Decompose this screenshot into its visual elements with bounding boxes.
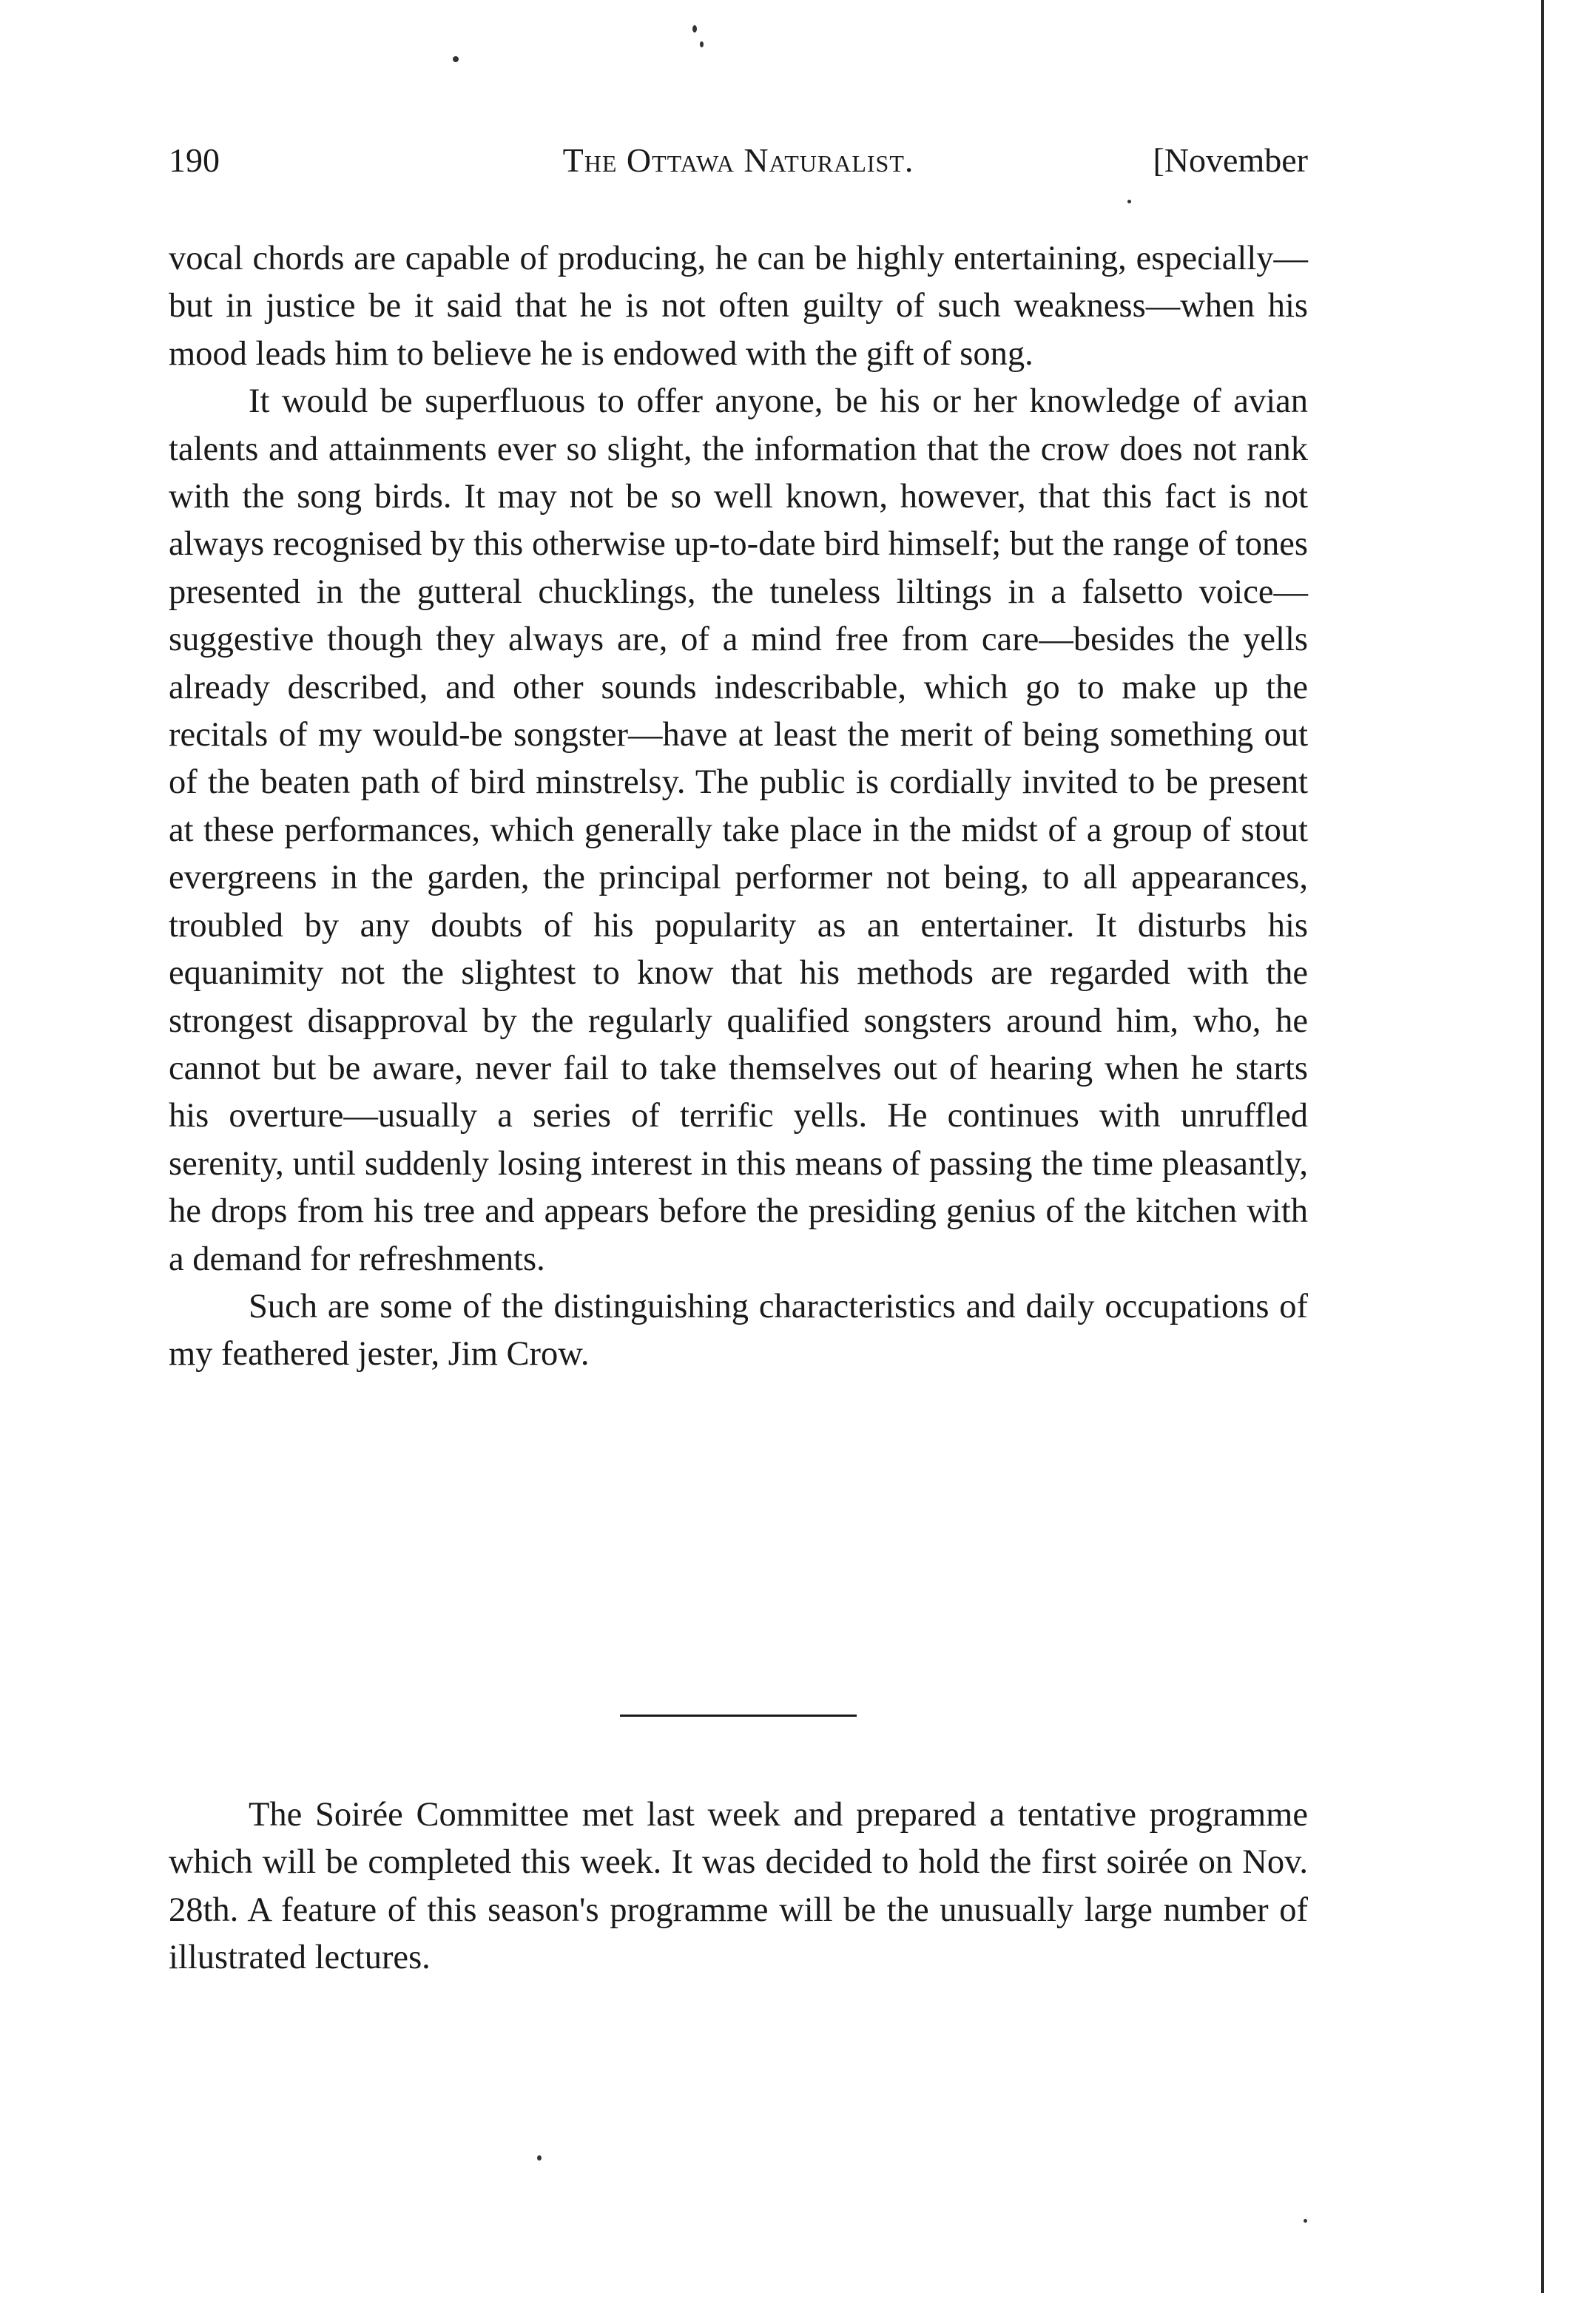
scan-speck — [537, 2155, 542, 2161]
soiree-notice — [169, 1791, 1308, 1982]
article-paragraph-3: Such are some of the distinguishing characteristics and daily occupations of my feathered jester, Jim Crow. — [169, 1287, 1308, 1374]
scan-speck — [1304, 2219, 1307, 2223]
issue-month: [November — [1153, 141, 1308, 179]
article-paragraph-2: It would be superfluous to offer anyone, be his or her knowledge of avian talents and attainments ever so slight, the information that the crow does not rank with the song birds. It may not be so well known, however, that this fact is not always recognised by this otherwise up-to-date bird himself; but the range of tones presented in the gutteral chucklings, the tuneless liltings in a falsetto voice—suggestive though they always are, of a mind free from care—besides the yells already described, and other sounds indescribable, which go to make up the recitals of my would-be songster—have at least the merit of being something out of the beaten path of bird minstrelsy. The public is cordially invited to be present at these performances, which generally take place in the midst of a group of stout evergreens in the garden, the principal performer not being, to all appearances, troubled by any doubts of his popularity as an entertainer. It disturbs his equanimity not the slightest to know that his methods are regarded with the strongest disapproval by the regularly qualified songsters around him, who, he cannot but be aware, never fail to take themselves out of hearing when he starts his overture—usually a series of terrific yells. He continues with unruffled serenity, until suddenly losing interest in this means of passing the time pleasantly, he drops from his tree and appears before the presiding genius of the kitchen with a demand for refreshments. — [169, 382, 1308, 1278]
scan-speck — [700, 41, 704, 47]
article-body — [169, 235, 1308, 1379]
scan-speck — [453, 56, 459, 62]
scan-speck — [1127, 200, 1131, 203]
scan-speck — [692, 25, 697, 33]
article-paragraph-1: vocal chords are capable of producing, he can be highly entertaining, especially—but in justice be it said that he is not often guilty of such weakness—when his mood leads him to believe he is endowed with the gift of song. — [169, 240, 1308, 373]
journal-title: The Ottawa Naturalist. — [562, 141, 914, 179]
running-header — [169, 141, 1308, 192]
page-number: 190 — [169, 141, 220, 179]
soiree-notice-paragraph: The Soirée Committee met last week and prepared a tentative programme which will be completed this week. It was decided to hold the first soirée on Nov. 28th. A feature of this season's programme will be the unusually large number of illustrated lectures. — [169, 1796, 1308, 1977]
scan-edge-line — [1541, 0, 1544, 2293]
section-divider — [620, 1715, 857, 1717]
